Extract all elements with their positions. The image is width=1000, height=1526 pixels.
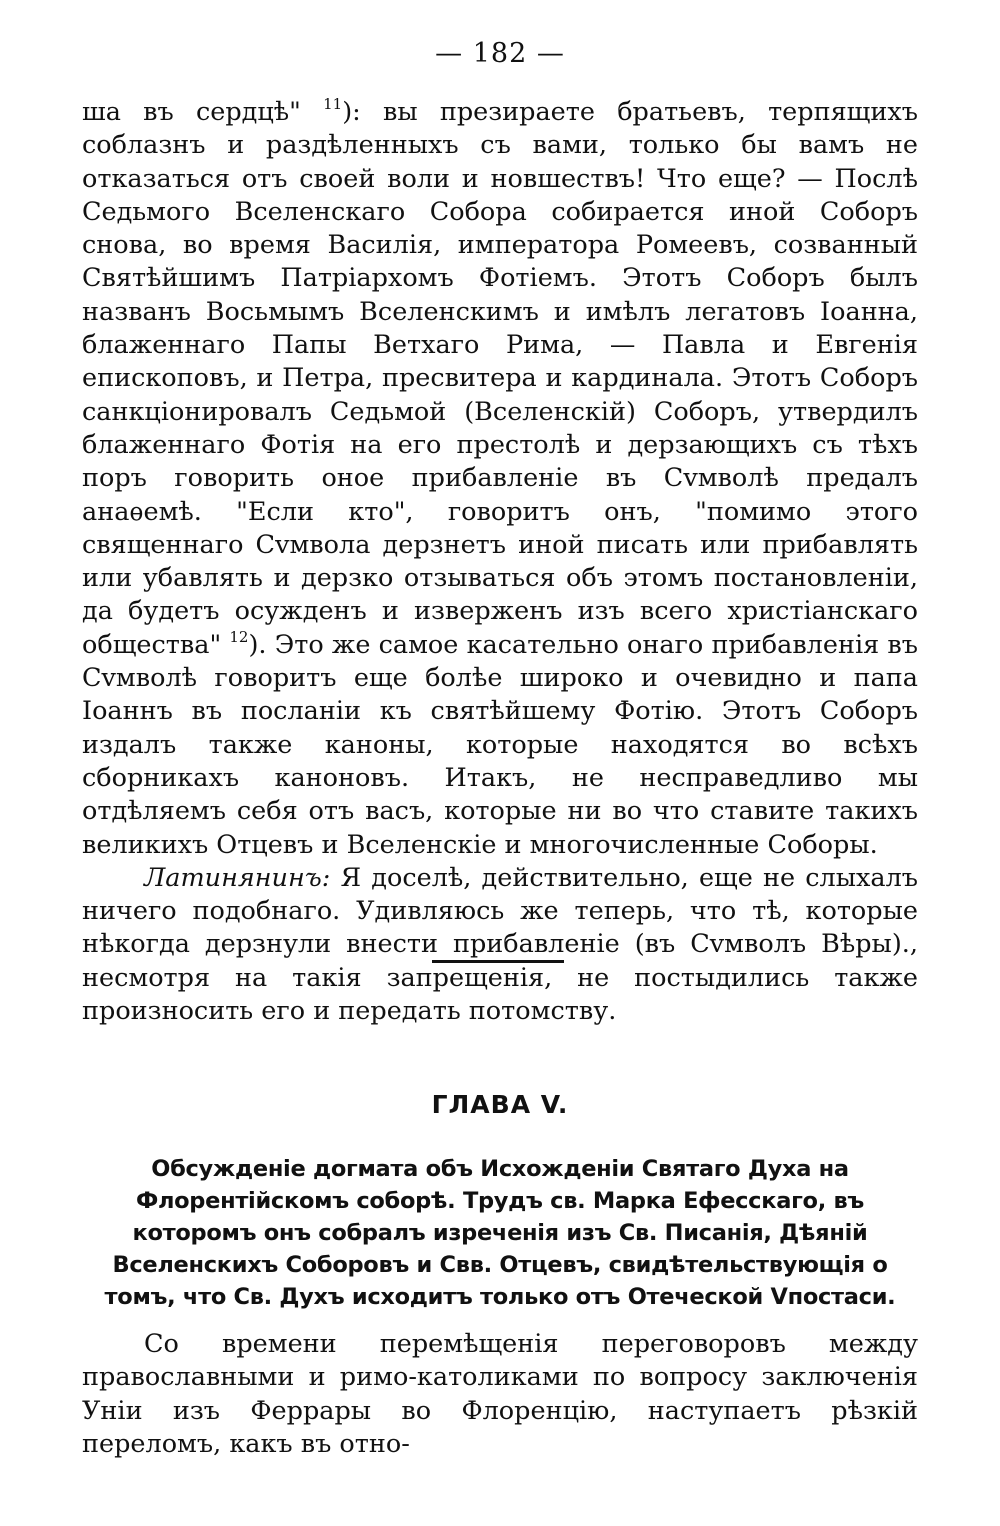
footnote-ref-11: 11 — [323, 95, 343, 113]
paragraph-latin-reply — [82, 862, 918, 1028]
section-divider — [432, 960, 564, 963]
paragraph-text: ): вы презираете братьевъ, терпящихъ соблазнъ и раздѣленныхъ съ вами, только бы вамъ не отказаться отъ своей воли и новшествъ! Что еще? — Послѣ Седьмого Вселенскаго Собора собирается иной Соборъ снова, во время Василія, императора Ромеевъ, созванный Святѣйшимъ Патріархомъ Фотіемъ. Этотъ Соборъ былъ названъ Восьмымъ Вселенскимъ и имѣлъ легатовъ Іоанна, блаженнаго Папы Ветхаго Рима, — Павла и Евгенія епископовъ, и Петра, пресвитера и кардинала. Этотъ Соборъ санкціонировалъ Седьмой (Вселенскій) Соборъ, утвердилъ блаженнаго Фотія на его престолѣ и дерзающихъ съ тѣхъ поръ говорить оное прибавленіе въ Сvмволѣ предалъ анаѳемѣ. "Если кто", говоритъ онъ, "помимо этого священнаго Сvмвола дерзнетъ иной писать или прибавлять или убавлять и дерзко отзываться объ этомъ постановленіи, да будетъ осужденъ и изверженъ изъ всего христіанскаго общества" — [82, 97, 918, 660]
paragraph-text: ша въ сердцѣ" — [82, 97, 324, 127]
paragraph-chapter-opening: Со времени перемѣщенія переговоровъ между православными и римо-католиками по вопросу заключенія Уніи изъ Феррары во Флоренцію, наступаетъ рѣзкій переломъ, какъ въ отно- — [82, 1329, 918, 1459]
chapter-text-block — [82, 1328, 918, 1461]
page-number: — 182 — — [435, 38, 565, 69]
paragraph-text: ). Это же самое касательно онаго прибавленія въ Сvмволѣ говоритъ еще болѣе широко и очевидно и папа Іоаннъ въ посланіи къ святѣйшему Фотію. Этотъ Соборъ издалъ также каноны, которые находятся во всѣхъ сборникахъ каноновъ. Итакъ, не несправедливо мы отдѣляемъ себя отъ васъ, которые ни во что ставите такихъ великихъ Отцевъ и Вселенскіе и многочисленные Соборы. — [82, 629, 918, 860]
main-text-block — [82, 96, 918, 1028]
speaker-label: Латинянинъ: — [144, 862, 331, 893]
paragraph-orthodox-reply — [82, 96, 918, 862]
chapter-title: ГЛАВА V. — [431, 1090, 569, 1119]
chapter-subtitle: Обсужденіе догмата объ Исхожденіи Святаго Духа на Флорентійскомъ соборѣ. Трудъ св. Марка Ефесскаго, въ которомъ онъ собралъ изреченія изъ Св. Писанія, Дѣяній Вселенскихъ Соборовъ и Свв. Отцевъ, свидѣтельствующія о томъ, что Св. Духъ исходитъ только отъ Отеческой Vпостаси. — [104, 1156, 896, 1310]
footnote-ref-12: 12 — [229, 627, 249, 646]
paragraph-text: Я доселѣ, действительно, еще не слыхалъ ничего подобнаго. Удивляюсь же теперь, что тѣ, которые нѣкогда дерзнули внести прибавленіе (въ Сvмволъ Вѣры)., несмотря на такія запрещенія, не постыдились также произносить его и передать потомству. — [82, 862, 918, 1027]
